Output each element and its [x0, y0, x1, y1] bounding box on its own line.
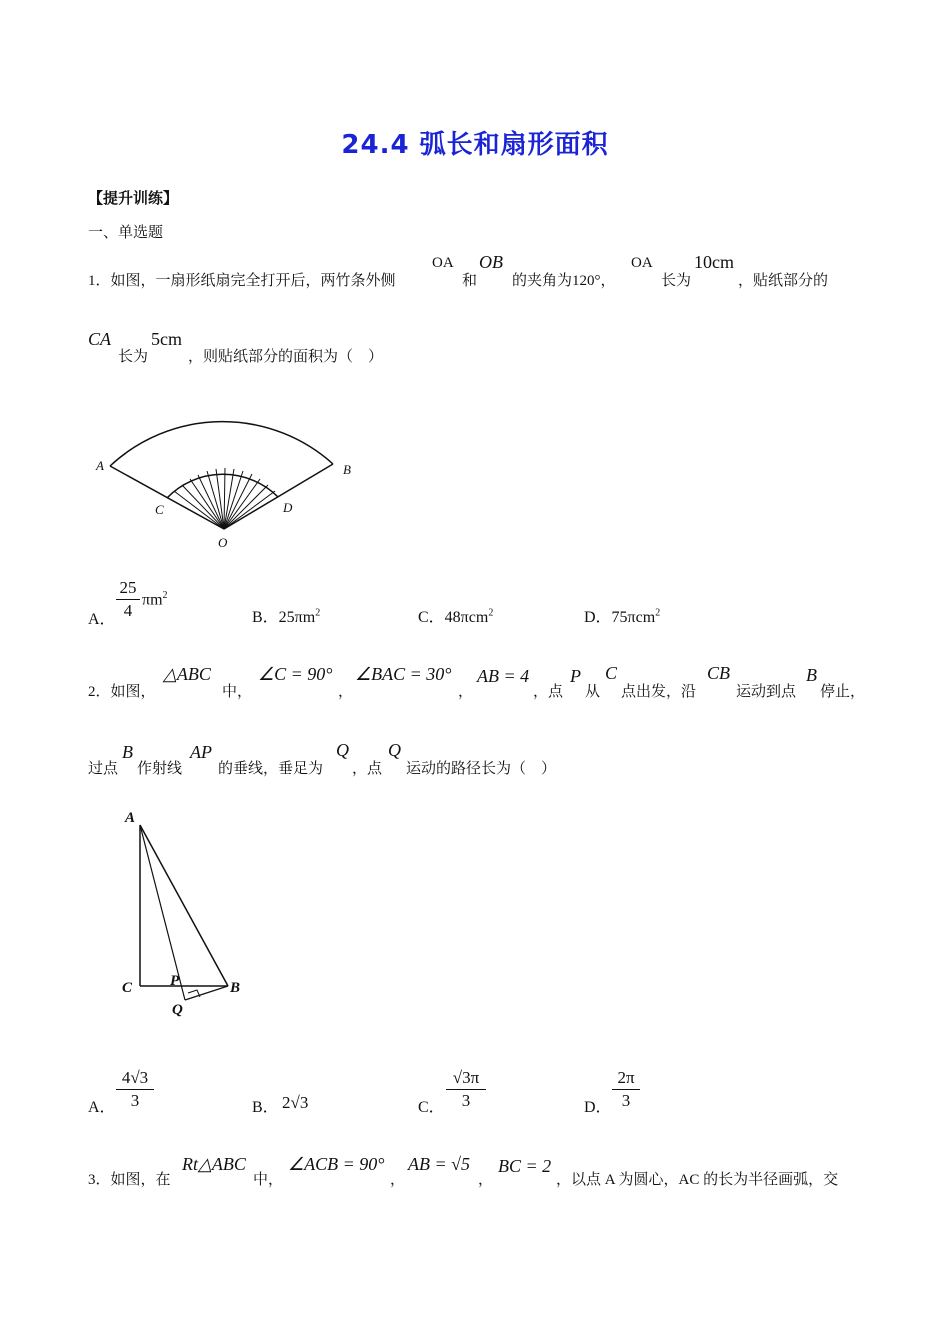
q1-ob: OB — [479, 252, 503, 272]
q2-comma-2: ， — [458, 684, 474, 700]
q1-option-a-den: 4 — [123, 601, 133, 620]
fan-label-b: B — [343, 462, 351, 477]
q2-option-c-label: C． — [418, 1099, 445, 1116]
q2-option-d-fraction — [612, 1068, 640, 1111]
q2-angle-bac: ∠BAC = 30° — [355, 664, 452, 684]
q1-option-a-fraction — [116, 578, 140, 621]
q2-zuo: 作射线 — [137, 761, 183, 777]
triangle-figure — [110, 800, 260, 1020]
triangle-side-ab — [140, 825, 228, 986]
q1-length: 10cm — [694, 252, 734, 272]
q3-tail: ，以点 A 为圆心，AC 的长为半径画弧，交 — [556, 1172, 839, 1188]
q3-bc: BC = 2 — [498, 1156, 552, 1176]
fan-label-a: A — [96, 458, 104, 473]
q2-option-c-num: √3π — [452, 1068, 480, 1087]
q2-option-c-fraction — [446, 1068, 486, 1111]
q2-angle-c: ∠C = 90° — [258, 664, 333, 684]
q2-option-b-value: 2√3 — [282, 1093, 309, 1112]
q3-text-start: 3．如图，在 — [88, 1172, 171, 1188]
q2-option-d-label: D． — [584, 1099, 612, 1116]
segment-bq — [185, 986, 228, 1000]
q1-option-b: B．$25\pi m^2$ — [252, 607, 321, 626]
q3-comma-1: ， — [390, 1172, 406, 1188]
q2-guodian: 过点 — [88, 761, 119, 777]
q1-oa2: OA — [631, 255, 653, 271]
q2-ask: 运动的路径长为（ ） — [406, 761, 557, 777]
fan-outer-arc — [110, 422, 333, 466]
q2-chuixian: 的垂线，垂足为 — [218, 761, 324, 777]
triangle-label-p: P — [170, 973, 180, 989]
q1-he: 和 — [462, 273, 478, 289]
page-title: 24.4 弧长和扇形面积 — [341, 130, 609, 160]
q2-c: C — [605, 663, 618, 683]
q2-dian2: ，点 — [352, 761, 383, 777]
q3-triangle: Rt△ABC — [182, 1154, 246, 1174]
q1-option-c: C．48πcm$^2$ — [418, 607, 494, 626]
q3-ab: AB = √5 — [408, 1154, 471, 1174]
q2-option-d-num: 2π — [617, 1068, 635, 1087]
q2-zhong: 中， — [222, 684, 253, 700]
q2-option-a-den: 3 — [130, 1091, 140, 1110]
q2-p: P — [570, 666, 581, 686]
q2-option-d-den: 3 — [621, 1091, 631, 1110]
q2-q2: Q — [388, 740, 401, 760]
q2-comma-1: ， — [338, 684, 354, 700]
q1-option-a-unit: $\pi m^2$ — [142, 590, 168, 609]
q2-dian: ，点 — [533, 684, 564, 700]
triangle-label-q: Q — [172, 1002, 183, 1018]
q1-ask: ，则贴纸部分的面积为（ ） — [188, 349, 384, 365]
q2-option-a-num: 4√3 — [121, 1068, 149, 1087]
q1-chang-wei2: 长为 — [118, 349, 149, 365]
q2-option-b-label: B． — [252, 1099, 279, 1116]
q2-b2: B — [122, 742, 133, 762]
triangle-label-b: B — [230, 980, 241, 996]
section-heading: 【提升训练】 — [88, 189, 179, 207]
fan-figure — [88, 390, 368, 560]
fan-label-d: D — [283, 500, 293, 515]
q3-comma-2: ， — [478, 1172, 494, 1188]
part-heading: 一、单选题 — [88, 225, 164, 241]
q2-triangle: △ABC — [163, 664, 211, 684]
triangle-label-a: A — [125, 810, 136, 826]
q2-cb: CB — [707, 663, 731, 683]
fan-label-o: O — [218, 535, 228, 550]
q3-angle-acb: ∠ACB = 90° — [288, 1154, 385, 1174]
q1-chang-wei: 长为 — [661, 273, 692, 289]
q1-option-a-num: 25 — [119, 578, 137, 597]
fan-label-c: C — [155, 502, 164, 517]
q2-ab: AB = 4 — [477, 666, 530, 686]
q3-zhong: 中， — [253, 1172, 284, 1188]
q1-option-d: D．75πcm$^2$ — [584, 607, 661, 626]
q1-angle-text: 的夹角为120°， — [512, 273, 616, 289]
q1-length2: 5cm — [151, 329, 182, 349]
q2-tingzhi: 停止， — [820, 684, 866, 700]
q2-yundong: 运动到点 — [736, 684, 797, 700]
q2-option-a-label: A． — [88, 1099, 116, 1116]
triangle-label-c: C — [122, 980, 133, 996]
q1-oa: OA — [432, 255, 454, 271]
q2-option-a-fraction — [116, 1068, 154, 1111]
q1-text-start: 1．如图，一扇形纸扇完全打开后，两竹条外侧 — [88, 273, 396, 289]
q2-option-c-den: 3 — [461, 1091, 471, 1110]
q2-b: B — [806, 665, 817, 685]
q2-cong: 从 — [585, 684, 601, 700]
q2-ap: AP — [190, 742, 212, 762]
fan-ribs — [174, 468, 275, 529]
q2-q: Q — [336, 740, 349, 760]
q2-chufa: 点出发，沿 — [621, 684, 697, 700]
q1-tail: ，贴纸部分的 — [738, 273, 829, 289]
q2-text-start: 2．如图， — [88, 684, 156, 700]
q1-option-a-label: A． — [88, 611, 116, 628]
q1-ca: CA — [88, 329, 112, 349]
